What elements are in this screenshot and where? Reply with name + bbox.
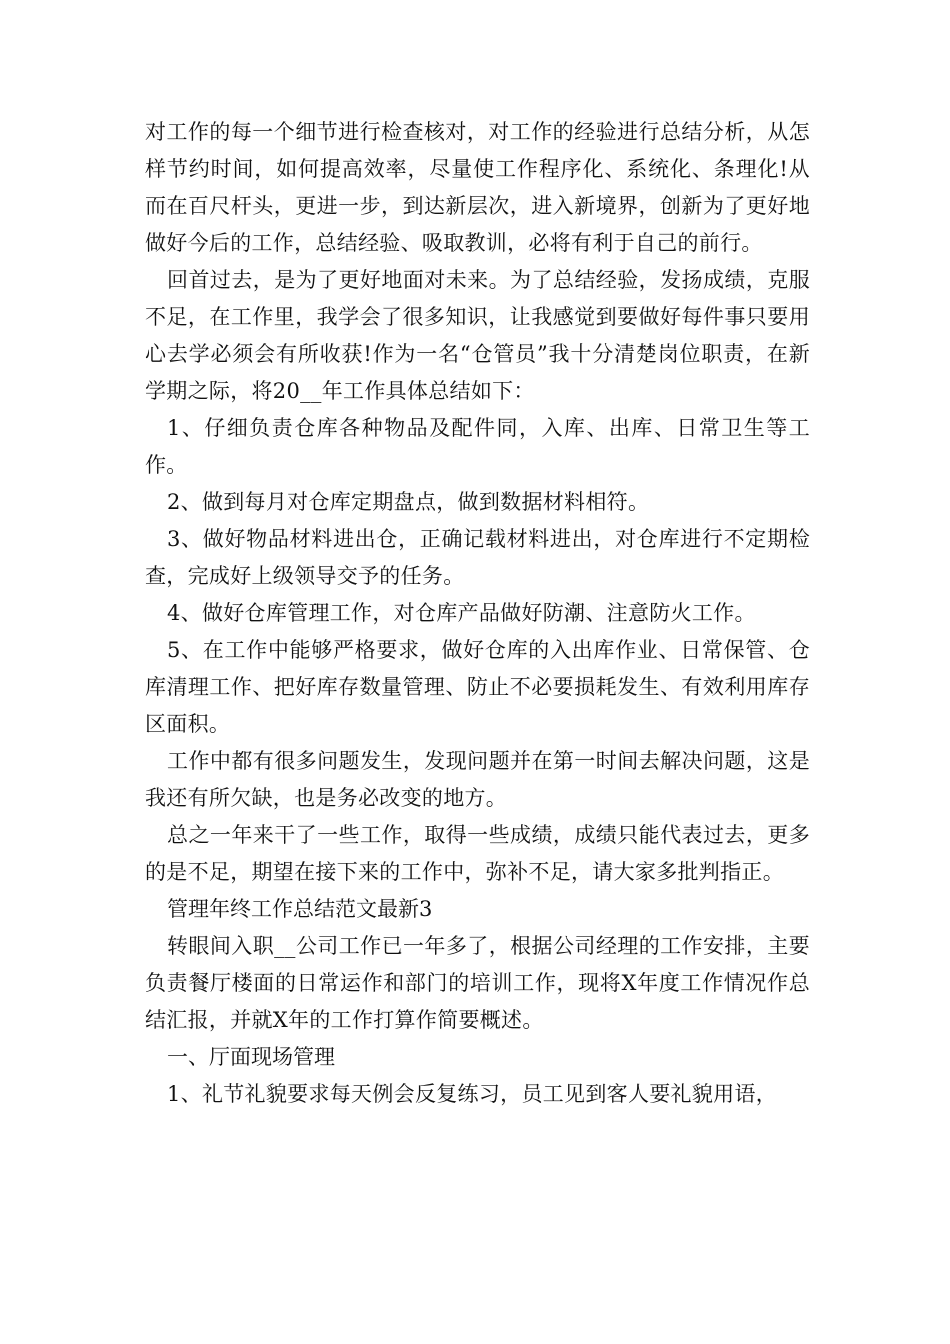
paragraph-3: 工作中都有很多问题发生，发现问题并在第一时间去解决问题，这是我还有所欠缺，也是务必改变的地方。 (145, 749, 810, 810)
paragraph-2: 回首过去，是为了更好地面对未来。为了总结经验，发扬成绩，克服不足，在工作里，我学会了很多知识，让我感觉到要做好每件事只要用心去学必须会有所收获!作为一名“仓管员”我十分清楚岗位职责，在新学期之际，将20__年工作具体总结如下： (145, 268, 810, 403)
section-title: 管理年终工作总结范文最新3 (167, 897, 433, 921)
list-item-1: 1、仔细负责仓库各种物品及配件同，入库、出库、日常卫生等工作。 (145, 416, 810, 477)
list-item-4: 4、做好仓库管理工作，对仓库产品做好防潮、注意防火工作。 (167, 601, 756, 625)
paragraph-4: 总之一年来干了一些工作，取得一些成绩，成绩只能代表过去，更多的是不足，期望在接下来的工作中，弥补不足，请大家多批判指正。 (145, 823, 810, 884)
document-page (145, 114, 810, 1113)
paragraph-5: 转眼间入职__公司工作已一年多了，根据公司经理的工作安排，主要负责餐厅楼面的日常运作和部门的培训工作，现将X年度工作情况作总结汇报，并就X年的工作打算作简要概述。 (145, 934, 810, 1032)
list-item-3: 3、做好物品材料进出仓，正确记载材料进出，对仓库进行不定期检查，完成好上级领导交予的任务。 (145, 527, 810, 588)
subsection-title: 一、厅面现场管理 (167, 1045, 335, 1069)
list-item-2: 2、做到每月对仓库定期盘点，做到数据材料相符。 (167, 490, 650, 514)
list-item-5: 5、在工作中能够严格要求，做好仓库的入出库作业、日常保管、仓库清理工作、把好库存数量管理、防止不必要损耗发生、有效利用库存区面积。 (145, 638, 810, 736)
list-item-6: 1、礼节礼貌要求每天例会反复练习，员工见到客人要礼貌用语， (167, 1082, 778, 1106)
paragraph-1: 对工作的每一个细节进行检查核对，对工作的经验进行总结分析，从怎样节约时间，如何提高效率，尽量使工作程序化、系统化、条理化!从而在百尺杆头，更进一步，到达新层次，进入新境界，创新为了更好地做好今后的工作，总结经验、吸取教训，必将有利于自己的前行。 (145, 120, 810, 255)
